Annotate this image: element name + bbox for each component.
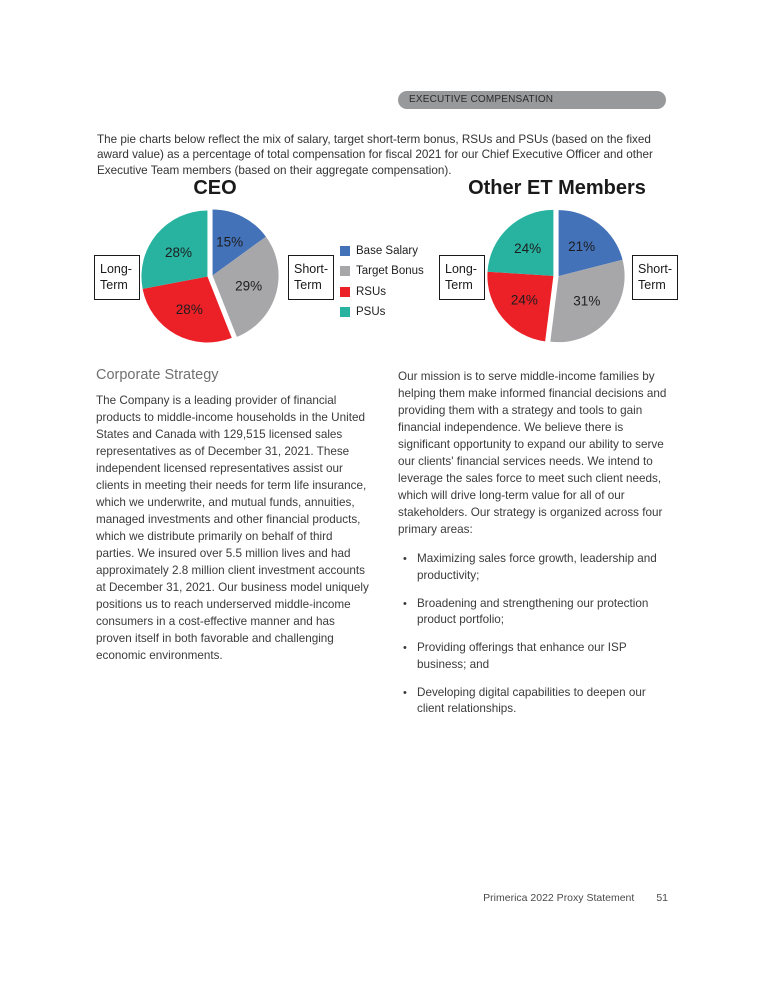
short-term-label-line2: Term (638, 277, 666, 292)
pie-slice-percentage-label: 28% (175, 302, 203, 318)
rsus-swatch-icon (340, 287, 350, 297)
intro-paragraph: The pie charts below reflect the mix of salary, target short-term bonus, RSUs and PSUs (based on the fixed award value) as a percentage of total compensation for fiscal 2021 for our Chief Executive Officer and other Executive Team members (based on their aggregate compensation). (97, 132, 653, 177)
other-et-short-term-label-box (632, 255, 678, 300)
list-item (398, 551, 675, 584)
strategy-bullet-list (398, 551, 675, 718)
pie-slice-percentage-label: 24% (514, 240, 542, 256)
legend-label: Base Salary (356, 245, 419, 258)
strategy-right-paragraph: Our mission is to serve middle-income families by helping them make informed financial decisions and providing them with a strategy and tools to gain financial independence. We believe there is significant opportunity to expand our ability to serve our clients' financial services needs. We intend to leverage the sales force to meet such client needs, which will drive long-term value for all of our stakeholders. Our strategy is organized across four primary areas: (398, 370, 667, 536)
base-salary-swatch-icon (340, 246, 350, 256)
legend-item-rsus (340, 282, 424, 302)
page-footer (483, 892, 668, 904)
pie-slice-percentage-label: 15% (216, 234, 244, 250)
other-et-chart-title: Other ET Members (468, 177, 646, 199)
strategy-right-column (398, 368, 675, 729)
legend-label: RSUs (356, 285, 387, 298)
pie-slice-percentage-label: 24% (510, 292, 538, 308)
bullet-text: Developing digital capabilities to deepen our client relationships. (417, 685, 646, 715)
section-tag-label: EXECUTIVE COMPENSATION (409, 94, 554, 105)
pie-slice-percentage-label: 28% (164, 245, 192, 261)
other-et-pie-chart (481, 201, 631, 351)
section-tag-pill (398, 91, 666, 109)
long-term-label-line2: Term (100, 277, 128, 292)
legend-item-base-salary (340, 241, 424, 261)
list-item (398, 685, 675, 718)
bullet-icon: • (403, 553, 407, 565)
short-term-label-line2: Term (294, 277, 322, 292)
list-item (398, 640, 675, 673)
other-et-long-term-label-box (439, 255, 485, 300)
bullet-text: Broadening and strengthening our protection product portfolio; (417, 596, 649, 626)
bullet-icon: • (403, 686, 407, 699)
footer-document-title: Primerica 2022 Proxy Statement (483, 892, 635, 904)
list-item (398, 596, 675, 629)
short-term-label-line1: Short- (294, 262, 329, 276)
ceo-chart-title: CEO (193, 177, 237, 199)
pie-slice-percentage-label: 31% (573, 293, 601, 309)
bullet-icon: • (403, 642, 407, 654)
bullet-text: Providing offerings that enhance our ISP business; and (417, 641, 627, 671)
long-term-label-line2: Term (445, 277, 473, 292)
short-term-label-line1: Short- (638, 262, 673, 276)
target-bonus-swatch-icon (340, 266, 350, 276)
legend-item-psus (340, 302, 424, 322)
legend-label: PSUs (356, 306, 386, 319)
ceo-pie-chart (135, 201, 285, 351)
bullet-text: Maximizing sales force growth, leadership and productivity; (417, 552, 657, 582)
long-term-label-line1: Long- (445, 262, 477, 276)
legend-label: Target Bonus (356, 265, 424, 278)
long-term-label-line1: Long- (100, 262, 132, 276)
legend-item-target-bonus (340, 261, 424, 281)
footer-page-number: 51 (656, 892, 668, 904)
ceo-long-term-label-box (94, 255, 140, 300)
ceo-short-term-label-box (288, 255, 334, 300)
strategy-left-paragraph: The Company is a leading provider of financial products to middle-income households in the United States and Canada with 129,515 licensed sales representatives as of December 31, 2021. These independent licensed representatives assist our clients in meeting their needs for term life insurance, which we underwrite, and mutual funds, annuities, managed investments and other financial products, which we distribute primarily on behalf of third parties. We insured over 5.5 million lives and had approximately 2.8 million client investment accounts at December 31, 2021. Our business model uniquely positions us to reach underserved middle-income consumers in a cost-effective manner and has proven itself in both favorable and challenging economic environments. (96, 394, 369, 662)
pie-slice-percentage-label: 21% (568, 239, 596, 255)
corporate-strategy-heading: Corporate Strategy (96, 367, 219, 383)
bullet-icon: • (403, 597, 407, 610)
psus-swatch-icon (340, 307, 350, 317)
pie-slice-percentage-label: 29% (235, 278, 263, 294)
chart-legend (340, 241, 424, 322)
